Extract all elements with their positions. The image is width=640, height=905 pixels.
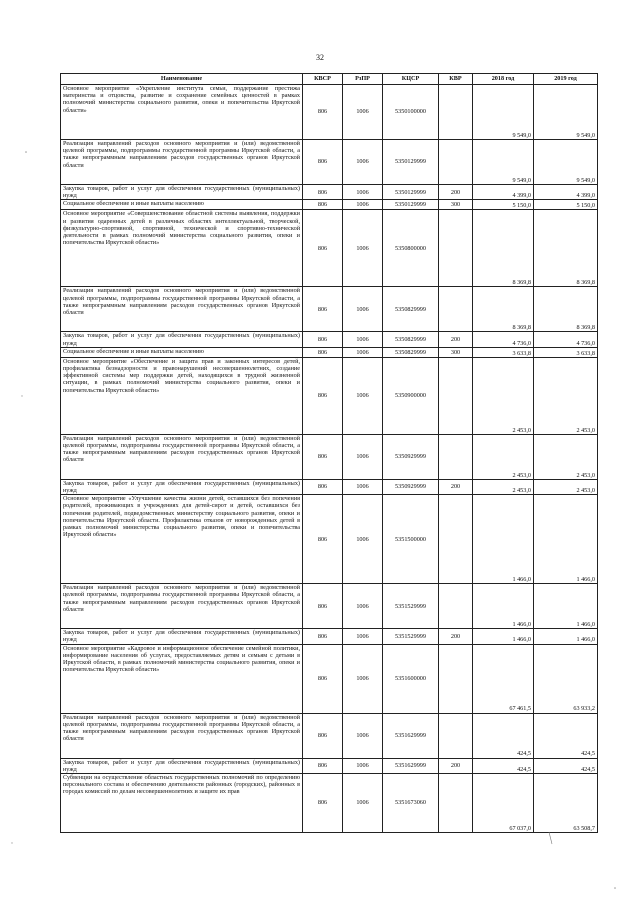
row-kvsr: 806 xyxy=(303,434,343,479)
row-amount-2018: 2 453,0 xyxy=(473,357,534,434)
row-kvr: 300 xyxy=(439,200,473,210)
row-kvr xyxy=(439,644,473,713)
table-row xyxy=(61,644,598,713)
row-name: Реализация направлений расходов основного мероприятия и (или) ведомственной целевой программы, подпрограммы государственной программы Иркутской области, а также непрограммным направлениям расходов государственных органов Иркутской области xyxy=(61,287,303,332)
table-row xyxy=(61,713,598,758)
table-row xyxy=(61,357,598,434)
row-rzpr: 1006 xyxy=(343,140,383,185)
row-kcsr: 5350129999 xyxy=(383,185,439,200)
table-row xyxy=(61,773,598,832)
row-amount-2018: 67 037,0 xyxy=(473,773,534,832)
row-rzpr: 1006 xyxy=(343,479,383,494)
row-name: Основное мероприятие «Укрепление института семьи, поддержание престижа материнства и отцовства, развитие и сохранение семейных ценностей в рамках полномочий министерства социального развития, опеки и попечительства Иркутской области» xyxy=(61,85,303,140)
row-kvsr: 806 xyxy=(303,287,343,332)
header-2018: 2018 год xyxy=(473,74,534,85)
row-rzpr: 1006 xyxy=(343,713,383,758)
row-kcsr: 5351529999 xyxy=(383,629,439,644)
row-kvr xyxy=(439,140,473,185)
row-kcsr: 5351500000 xyxy=(383,495,439,584)
row-name: Социальное обеспечение и иные выплаты населению xyxy=(61,200,303,210)
row-kcsr: 5351529999 xyxy=(383,584,439,629)
row-kvr xyxy=(439,85,473,140)
header-name: Наименование xyxy=(61,74,303,85)
row-amount-2019: 4 736,0 xyxy=(534,332,598,347)
row-amount-2019: 63 508,7 xyxy=(534,773,598,832)
row-amount-2018: 1 466,0 xyxy=(473,495,534,584)
page-number: 32 xyxy=(316,53,324,62)
row-amount-2018: 3 633,8 xyxy=(473,347,534,357)
row-rzpr: 1006 xyxy=(343,773,383,832)
table-row xyxy=(61,434,598,479)
row-kvr xyxy=(439,357,473,434)
row-amount-2019: 3 633,8 xyxy=(534,347,598,357)
row-amount-2018: 424,5 xyxy=(473,713,534,758)
row-rzpr: 1006 xyxy=(343,629,383,644)
table-header-row xyxy=(61,74,598,85)
row-kcsr: 5350129999 xyxy=(383,200,439,210)
row-kvr xyxy=(439,434,473,479)
table-row xyxy=(61,347,598,357)
row-amount-2018: 4 736,0 xyxy=(473,332,534,347)
row-amount-2019: 1 466,0 xyxy=(534,584,598,629)
row-kvsr: 806 xyxy=(303,773,343,832)
table-row xyxy=(61,200,598,210)
row-name: Основное мероприятие «Кадровое и информационное обеспечение семейной политики, информирование населения об услугах, предоставляемых детям и семьям с детьми в Иркутской области, в рамках полномочий министерства социального развития, опеки и попечительства Иркутской области» xyxy=(61,644,303,713)
table-row xyxy=(61,495,598,584)
row-rzpr: 1006 xyxy=(343,434,383,479)
row-kcsr: 5350929999 xyxy=(383,479,439,494)
row-kvsr: 806 xyxy=(303,495,343,584)
row-kvsr: 806 xyxy=(303,185,343,200)
table-row xyxy=(61,185,598,200)
row-kvsr: 806 xyxy=(303,140,343,185)
row-kcsr: 5350829999 xyxy=(383,347,439,357)
header-kcsr: КЦСР xyxy=(383,74,439,85)
row-rzpr: 1006 xyxy=(343,210,383,287)
row-name: Закупка товаров, работ и услуг для обеспечения государственных (муниципальных) нужд xyxy=(61,185,303,200)
row-kcsr: 5351673060 xyxy=(383,773,439,832)
row-kvsr: 806 xyxy=(303,347,343,357)
row-kvr xyxy=(439,210,473,287)
row-kcsr: 5350929999 xyxy=(383,434,439,479)
row-kcsr: 5350800000 xyxy=(383,210,439,287)
row-kvsr: 806 xyxy=(303,713,343,758)
row-amount-2018: 2 453,0 xyxy=(473,434,534,479)
row-kvsr: 806 xyxy=(303,584,343,629)
row-kvr xyxy=(439,495,473,584)
row-kcsr: 5351629999 xyxy=(383,713,439,758)
row-kvsr: 806 xyxy=(303,85,343,140)
row-kcsr: 5350900000 xyxy=(383,357,439,434)
header-rzpr: РзПР xyxy=(343,74,383,85)
row-kcsr: 5350129999 xyxy=(383,140,439,185)
row-kvr: 200 xyxy=(439,629,473,644)
row-name: Субвенции на осуществление областных государственных полномочий по определению персонального состава и обеспечению деятельности районных (городских), районных в городах комиссий по делам несовершеннолетних и защите их прав xyxy=(61,773,303,832)
row-name: Реализация направлений расходов основного мероприятия и (или) ведомственной целевой программы, подпрограммы государственной программы Иркутской области, а также непрограммным направлениям расходов государственных органов Иркутской области xyxy=(61,584,303,629)
row-amount-2018: 1 466,0 xyxy=(473,584,534,629)
row-rzpr: 1006 xyxy=(343,332,383,347)
row-amount-2018: 9 549,0 xyxy=(473,140,534,185)
row-rzpr: 1006 xyxy=(343,758,383,773)
row-kvsr: 806 xyxy=(303,479,343,494)
row-rzpr: 1006 xyxy=(343,200,383,210)
row-kvr xyxy=(439,773,473,832)
row-kvr xyxy=(439,584,473,629)
row-amount-2019: 9 549,0 xyxy=(534,85,598,140)
row-amount-2018: 8 369,8 xyxy=(473,210,534,287)
row-kvr xyxy=(439,287,473,332)
row-name: Закупка товаров, работ и услуг для обеспечения государственных (муниципальных) нужд xyxy=(61,332,303,347)
row-kvr: 300 xyxy=(439,347,473,357)
row-rzpr: 1006 xyxy=(343,185,383,200)
row-amount-2019: 424,5 xyxy=(534,713,598,758)
row-amount-2018: 9 549,0 xyxy=(473,85,534,140)
row-kcsr: 5350829999 xyxy=(383,332,439,347)
row-amount-2019: 1 466,0 xyxy=(534,495,598,584)
row-amount-2019: 424,5 xyxy=(534,758,598,773)
table-row xyxy=(61,85,598,140)
row-rzpr: 1006 xyxy=(343,357,383,434)
row-rzpr: 1006 xyxy=(343,85,383,140)
row-kcsr: 5350100000 xyxy=(383,85,439,140)
row-rzpr: 1006 xyxy=(343,644,383,713)
row-amount-2019: 1 466,0 xyxy=(534,629,598,644)
row-kcsr: 5351629999 xyxy=(383,758,439,773)
table-row xyxy=(61,332,598,347)
row-kvsr: 806 xyxy=(303,210,343,287)
row-kcsr: 5351600000 xyxy=(383,644,439,713)
row-amount-2019: 8 369,8 xyxy=(534,210,598,287)
row-amount-2018: 8 369,8 xyxy=(473,287,534,332)
row-kvsr: 806 xyxy=(303,629,343,644)
row-kvsr: 806 xyxy=(303,644,343,713)
row-name: Социальное обеспечение и иные выплаты населению xyxy=(61,347,303,357)
table-row xyxy=(61,584,598,629)
row-rzpr: 1006 xyxy=(343,584,383,629)
row-amount-2019: 2 453,0 xyxy=(534,434,598,479)
row-kvr: 200 xyxy=(439,185,473,200)
header-kvr: КВР xyxy=(439,74,473,85)
row-amount-2019: 2 453,0 xyxy=(534,479,598,494)
row-kvsr: 806 xyxy=(303,758,343,773)
header-2019: 2019 год xyxy=(534,74,598,85)
row-amount-2018: 424,5 xyxy=(473,758,534,773)
row-rzpr: 1006 xyxy=(343,347,383,357)
row-amount-2018: 2 453,0 xyxy=(473,479,534,494)
row-kvsr: 806 xyxy=(303,357,343,434)
row-name: Реализация направлений расходов основного мероприятия и (или) ведомственной целевой программы, подпрограммы государственной программы Иркутской области, а также непрограммным направлениям расходов государственных органов Иркутской области xyxy=(61,713,303,758)
row-rzpr: 1006 xyxy=(343,287,383,332)
row-name: Реализация направлений расходов основного мероприятия и (или) ведомственной целевой программы, подпрограммы государственной программы Иркутской области, а также непрограммным направлениям расходов государственных органов Иркутской области xyxy=(61,140,303,185)
row-name: Реализация направлений расходов основного мероприятия и (или) ведомственной целевой программы, подпрограммы государственной программы Иркутской области, а также непрограммным направлениям расходов государственных органов Иркутской области xyxy=(61,434,303,479)
row-amount-2018: 1 466,0 xyxy=(473,629,534,644)
row-amount-2019: 63 933,2 xyxy=(534,644,598,713)
row-kvsr: 806 xyxy=(303,332,343,347)
row-kvr: 200 xyxy=(439,758,473,773)
row-name: Основное мероприятие «Обеспечение и защита прав и законных интересов детей, профилактика безнадзорности и правонарушений несовершеннолетних, создание эффективной системы мер поддержки детей, находящихся в трудной жизненной ситуации, в рамках полномочий министерства социального развития, опеки и попечительства Иркутской области» xyxy=(61,357,303,434)
row-amount-2018: 67 461,5 xyxy=(473,644,534,713)
row-amount-2019: 4 399,0 xyxy=(534,185,598,200)
table-row xyxy=(61,758,598,773)
row-amount-2018: 4 399,0 xyxy=(473,185,534,200)
row-kvr xyxy=(439,713,473,758)
row-name: Закупка товаров, работ и услуг для обеспечения государственных (муниципальных) нужд xyxy=(61,629,303,644)
row-kcsr: 5350829999 xyxy=(383,287,439,332)
table-row xyxy=(61,629,598,644)
table-row xyxy=(61,287,598,332)
row-kvr: 200 xyxy=(439,332,473,347)
row-name: Закупка товаров, работ и услуг для обеспечения государственных (муниципальных) нужд xyxy=(61,479,303,494)
row-name: Основное мероприятие «Улучшение качества жизни детей, оставшихся без попечения родителей, проживающих в учреждениях для детей-сирот и детей, оставшихся без попечения родителей, подведомственных министерству социального развития, опеки и попечительства Иркутской области. Профилактика отказов от новорожденных детей в рамках полномочий министерства социального развития, опеки и попечительства Иркутской области» xyxy=(61,495,303,584)
row-name: Основное мероприятие «Совершенствование областной системы выявления, поддержки и развития одаренных детей в различных областях интеллектуальной, творческой, физкультурно-спортивной, спортивной, технической и спортивно-технической деятельности в рамках полномочий министерства социального развития, опеки и попечительства Иркутской области» xyxy=(61,210,303,287)
row-amount-2018: 5 150,0 xyxy=(473,200,534,210)
row-kvr: 200 xyxy=(439,479,473,494)
row-rzpr: 1006 xyxy=(343,495,383,584)
row-amount-2019: 2 453,0 xyxy=(534,357,598,434)
row-amount-2019: 5 150,0 xyxy=(534,200,598,210)
table-row xyxy=(61,479,598,494)
row-amount-2019: 9 549,0 xyxy=(534,140,598,185)
budget-table xyxy=(60,73,598,833)
header-kvsr: КВСР xyxy=(303,74,343,85)
row-kvsr: 806 xyxy=(303,200,343,210)
table-row xyxy=(61,140,598,185)
row-amount-2019: 8 369,8 xyxy=(534,287,598,332)
row-name: Закупка товаров, работ и услуг для обеспечения государственных (муниципальных) нужд xyxy=(61,758,303,773)
table-row xyxy=(61,210,598,287)
